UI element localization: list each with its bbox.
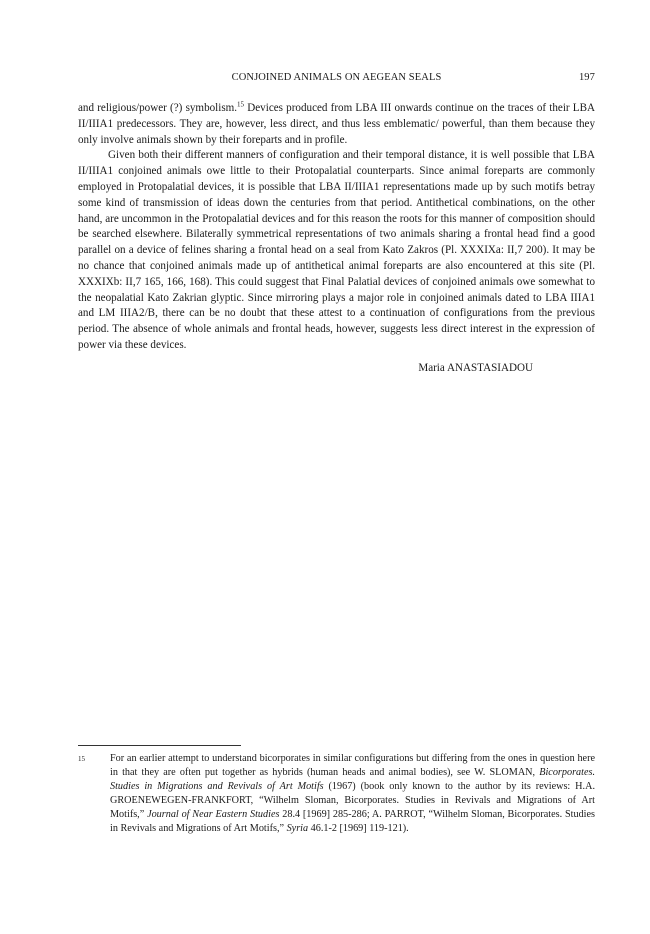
footnote-text-part-2: (1967) (book only known to the author by its reviews: H.A. GROENEWEGEN-FRANKFORT, “Wilhelm Sloman, Bicorporates. Studies in Revivals and Migrations of Art Motifs,” bbox=[110, 781, 595, 821]
footnote-book-title: Bicorporates. Studies in Migrations and Revivals of Art Motifs bbox=[110, 767, 595, 793]
footnote-text bbox=[110, 752, 595, 837]
footnote-journal-syria: Syria bbox=[286, 823, 309, 835]
paragraph-1-rest: Devices produced from LBA III onwards continue on the traces of their LBA II/IIIA1 predecessors. They are, however, less direct, and thus less emblematic/ powerful, than them because they only involve animals shown by their foreparts and in profile. bbox=[78, 102, 595, 146]
paragraph-1 bbox=[78, 101, 595, 148]
page-header bbox=[78, 72, 595, 86]
paragraph-2: Given both their different manners of configuration and their temporal distance, it is well possible that LBA II/IIIA1 conjoined animals owe little to their Protopalatial counterparts. Since animal foreparts are commonly employed in Protopalatial devices, it is possible that LBA II/IIIA1 representations made up by such motifs betray some kind of transmission of ideas down the centuries from that period. Antithetical combinations, on the other hand, are uncommon in the Protopalatial devices and for this reason the roots for this manner of composition should be searched elsewhere. Bilaterally symmetrical representations of two animals sharing a frontal head find a good parallel on a device of felines sharing a frontal head on a seal from Kato Zakros (Pl. XXXIXa: II,7 200). It may be no chance that conjoined animals made up of antithetical animal foreparts are also encountered at this site (Pl. XXXIXb: II,7 165, 166, 168). This could suggest that Final Palatial devices of conjoined animals owe somewhat to the neopalatial Kato Zakrian glyptic. Since mirroring plays a major role in conjoined animals dated to LBA IIIA1 and LM IIIA2/B, there can be no doubt that these attest to a continuation of configurations from the previous period. The absence of whole animals and frontal heads, however, suggests less direct interest in the expression of power via these devices. bbox=[78, 149, 595, 351]
footnote-text-part-4: 46.1-2 [1969] 119-121). bbox=[308, 823, 409, 835]
running-title: CONJOINED ANIMALS ON AEGEAN SEALS bbox=[231, 72, 442, 83]
footnote-journal-title: Journal of Near Eastern Studies bbox=[147, 809, 280, 821]
footnote-15 bbox=[78, 752, 595, 837]
footnote-reference-15[interactable]: 15 bbox=[237, 100, 245, 109]
footnote-number: 15 bbox=[78, 755, 85, 763]
footnote-divider bbox=[78, 745, 241, 746]
page-number: 197 bbox=[578, 72, 595, 83]
footnote-text-part-3: 28.4 [1969] 285-286; A. PARROT, “Wilhelm Sloman, Bicorporates. Studies in Revivals and Migrations of Art Motifs,” bbox=[110, 809, 595, 835]
author-signature: Maria ANASTASIADOU bbox=[418, 362, 533, 374]
paragraph-1-start: and religious/power (?) symbolism. bbox=[78, 102, 238, 114]
footnote-text-part-1: For an earlier attempt to understand bicorporates in similar configurations but differing from the ones in question here in that they are often put together as hybrids (human heads and animal bodies), see W. SLOMAN, bbox=[110, 753, 595, 779]
body-text bbox=[78, 101, 595, 354]
